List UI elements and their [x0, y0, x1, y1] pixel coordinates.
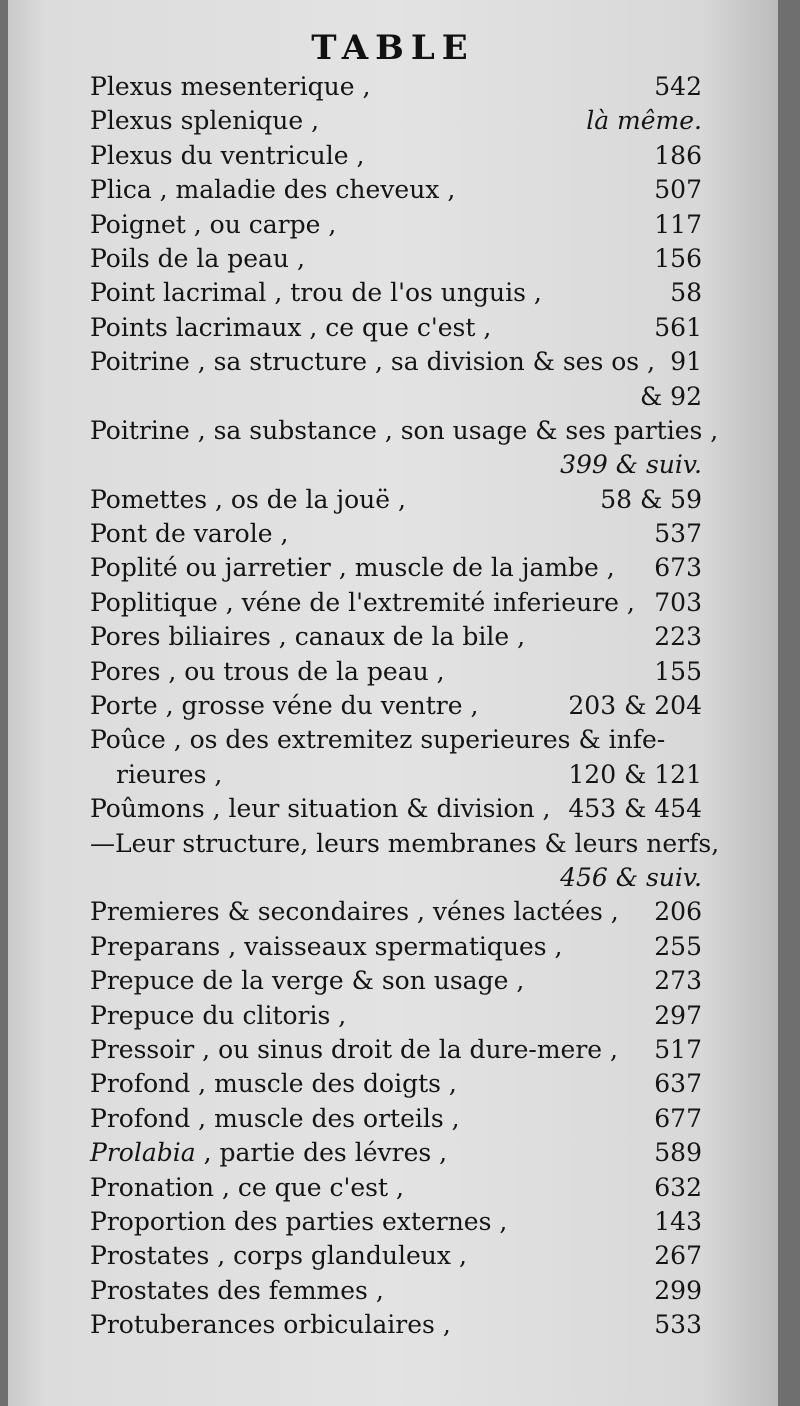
entry-page: 91 [670, 347, 702, 377]
index-entry [90, 1136, 702, 1170]
entry-page: & 92 [639, 381, 702, 411]
entry-text: Pressoir , ou sinus droit de la dure-mere , [90, 1034, 618, 1064]
index-entry [90, 242, 702, 276]
entry-text: Pomettes , os de la jouë , [90, 484, 406, 514]
entry-text: Plica , maladie des cheveux , [90, 175, 456, 205]
entry-text: Plexus splenique , [90, 106, 320, 136]
index-entry [90, 104, 702, 138]
entry-page: 703 [654, 587, 702, 617]
entry-page: 58 [670, 278, 702, 308]
entry-text: Poûce , os des extremitez superieures & infe- [90, 725, 666, 755]
entry-text: Plexus du ventricule , [90, 140, 365, 170]
entry-text: Pont de varole , [90, 519, 289, 549]
entry-text: rieures , [116, 759, 223, 789]
entry-text: Poitrine , sa substance , son usage & ses parties , [90, 415, 719, 445]
index-entry [90, 1205, 702, 1239]
entry-text: Pronation , ce que c'est , [90, 1172, 404, 1202]
index-entry [90, 930, 702, 964]
entry-text: Poûmons , leur situation & division , [90, 794, 551, 824]
entry-text: Preparans , vaisseaux spermatiques , [90, 931, 563, 961]
entry-page: 561 [654, 312, 702, 342]
entry-text-rest: , partie des lévres , [195, 1138, 448, 1168]
entry-page: 58 & 59 [600, 484, 702, 514]
index-entry [90, 311, 702, 345]
index-entry [90, 1033, 702, 1067]
entry-text: Point lacrimal , trou de l'os unguis , [90, 278, 542, 308]
entry-page: 589 [654, 1138, 702, 1168]
entry-text: Plexus mesenterique , [90, 72, 371, 101]
index-entry [90, 620, 702, 654]
index-entry-continuation [90, 448, 702, 482]
entry-page: 297 [654, 1000, 702, 1030]
index-entry [90, 1102, 702, 1136]
entry-text: Protuberances orbiculaires , [90, 1310, 451, 1340]
entry-text: Profond , muscle des doigts , [90, 1069, 457, 1099]
entry-page: 273 [654, 966, 702, 996]
entry-page: 517 [654, 1034, 702, 1064]
entry-page: là même. [586, 106, 702, 136]
index-entry [90, 414, 719, 448]
entry-page: 155 [654, 656, 702, 686]
entry-term-italic: Prolabia [90, 1138, 196, 1168]
index-entries [90, 70, 720, 1342]
entry-page: 637 [654, 1069, 702, 1099]
entry-page: 453 & 454 [568, 794, 702, 824]
index-entry [90, 999, 702, 1033]
entry-page: 537 [654, 519, 702, 549]
entry-page: 206 [654, 897, 702, 927]
index-entry [90, 517, 702, 551]
entry-page: 399 & suiv. [560, 450, 702, 480]
index-entry [90, 792, 702, 826]
entry-text [90, 1136, 447, 1170]
page-header: TABLE [311, 28, 475, 68]
index-entry-continuation [90, 861, 702, 895]
entry-text: Prepuce du clitoris , [90, 1000, 347, 1030]
entry-page: 255 [654, 931, 702, 961]
entry-page: 299 [654, 1275, 702, 1305]
entry-text: Poplitique , véne de l'extremité inferieure , [90, 587, 635, 617]
index-entry [90, 173, 702, 207]
entry-page: 677 [654, 1103, 702, 1133]
entry-page: 120 & 121 [568, 759, 702, 789]
index-entry [90, 1239, 702, 1273]
index-entry [90, 345, 702, 379]
entry-text: Profond , muscle des orteils , [90, 1103, 460, 1133]
entry-page: 267 [654, 1241, 702, 1271]
entry-page: 533 [654, 1310, 702, 1340]
entry-page: 156 [654, 243, 702, 273]
entry-page: 673 [654, 553, 702, 583]
entry-text: Porte , grosse véne du ventre , [90, 691, 479, 721]
entry-text: Pores , ou trous de la peau , [90, 656, 445, 686]
entry-text: Poplité ou jarretier , muscle de la jambe , [90, 553, 615, 583]
index-entry [90, 276, 702, 310]
index-entry [90, 1171, 702, 1205]
index-entry [90, 70, 702, 104]
entry-text: Poignet , ou carpe , [90, 209, 337, 239]
index-entry [90, 483, 702, 517]
entry-page: 632 [654, 1172, 702, 1202]
book-page [8, 0, 778, 1406]
entry-text: —Leur structure, leurs membranes & leurs nerfs, [90, 828, 720, 858]
entry-text: Points lacrimaux , ce que c'est , [90, 312, 492, 342]
entry-text: Prepuce de la verge & son usage , [90, 966, 525, 996]
index-entry [90, 586, 702, 620]
entry-text: Prostates , corps glanduleux , [90, 1241, 467, 1271]
entry-page: 456 & suiv. [560, 862, 702, 892]
entry-page: 507 [654, 175, 702, 205]
entry-text: Proportion des parties externes , [90, 1206, 508, 1236]
entry-text: Poitrine , sa structure , sa division & ses os , [90, 347, 656, 377]
index-entry [90, 1308, 702, 1342]
index-entry [90, 964, 702, 998]
index-entry [90, 551, 702, 585]
index-entry-continuation [90, 758, 702, 792]
entry-text: Poils de la peau , [90, 243, 305, 273]
index-entry [90, 208, 702, 242]
index-entry [90, 689, 702, 723]
entry-page: 186 [654, 140, 702, 170]
index-entry [90, 1274, 702, 1308]
index-entry [90, 655, 702, 689]
entry-page: 117 [654, 209, 702, 239]
entry-text: Premieres & secondaires , vénes lactées , [90, 897, 619, 927]
entry-text: Pores biliaires , canaux de la bile , [90, 622, 526, 652]
entry-page: 143 [654, 1206, 702, 1236]
entry-text: Prostates des femmes , [90, 1275, 384, 1305]
index-entry [90, 139, 702, 173]
index-entry-continuation [90, 380, 702, 414]
entry-page: 203 & 204 [568, 691, 702, 721]
index-entry [90, 1067, 702, 1101]
index-entry [90, 895, 702, 929]
entry-page: 542 [654, 72, 702, 101]
index-entry [90, 723, 702, 757]
entry-page: 223 [654, 622, 702, 652]
index-subentry [90, 827, 720, 861]
